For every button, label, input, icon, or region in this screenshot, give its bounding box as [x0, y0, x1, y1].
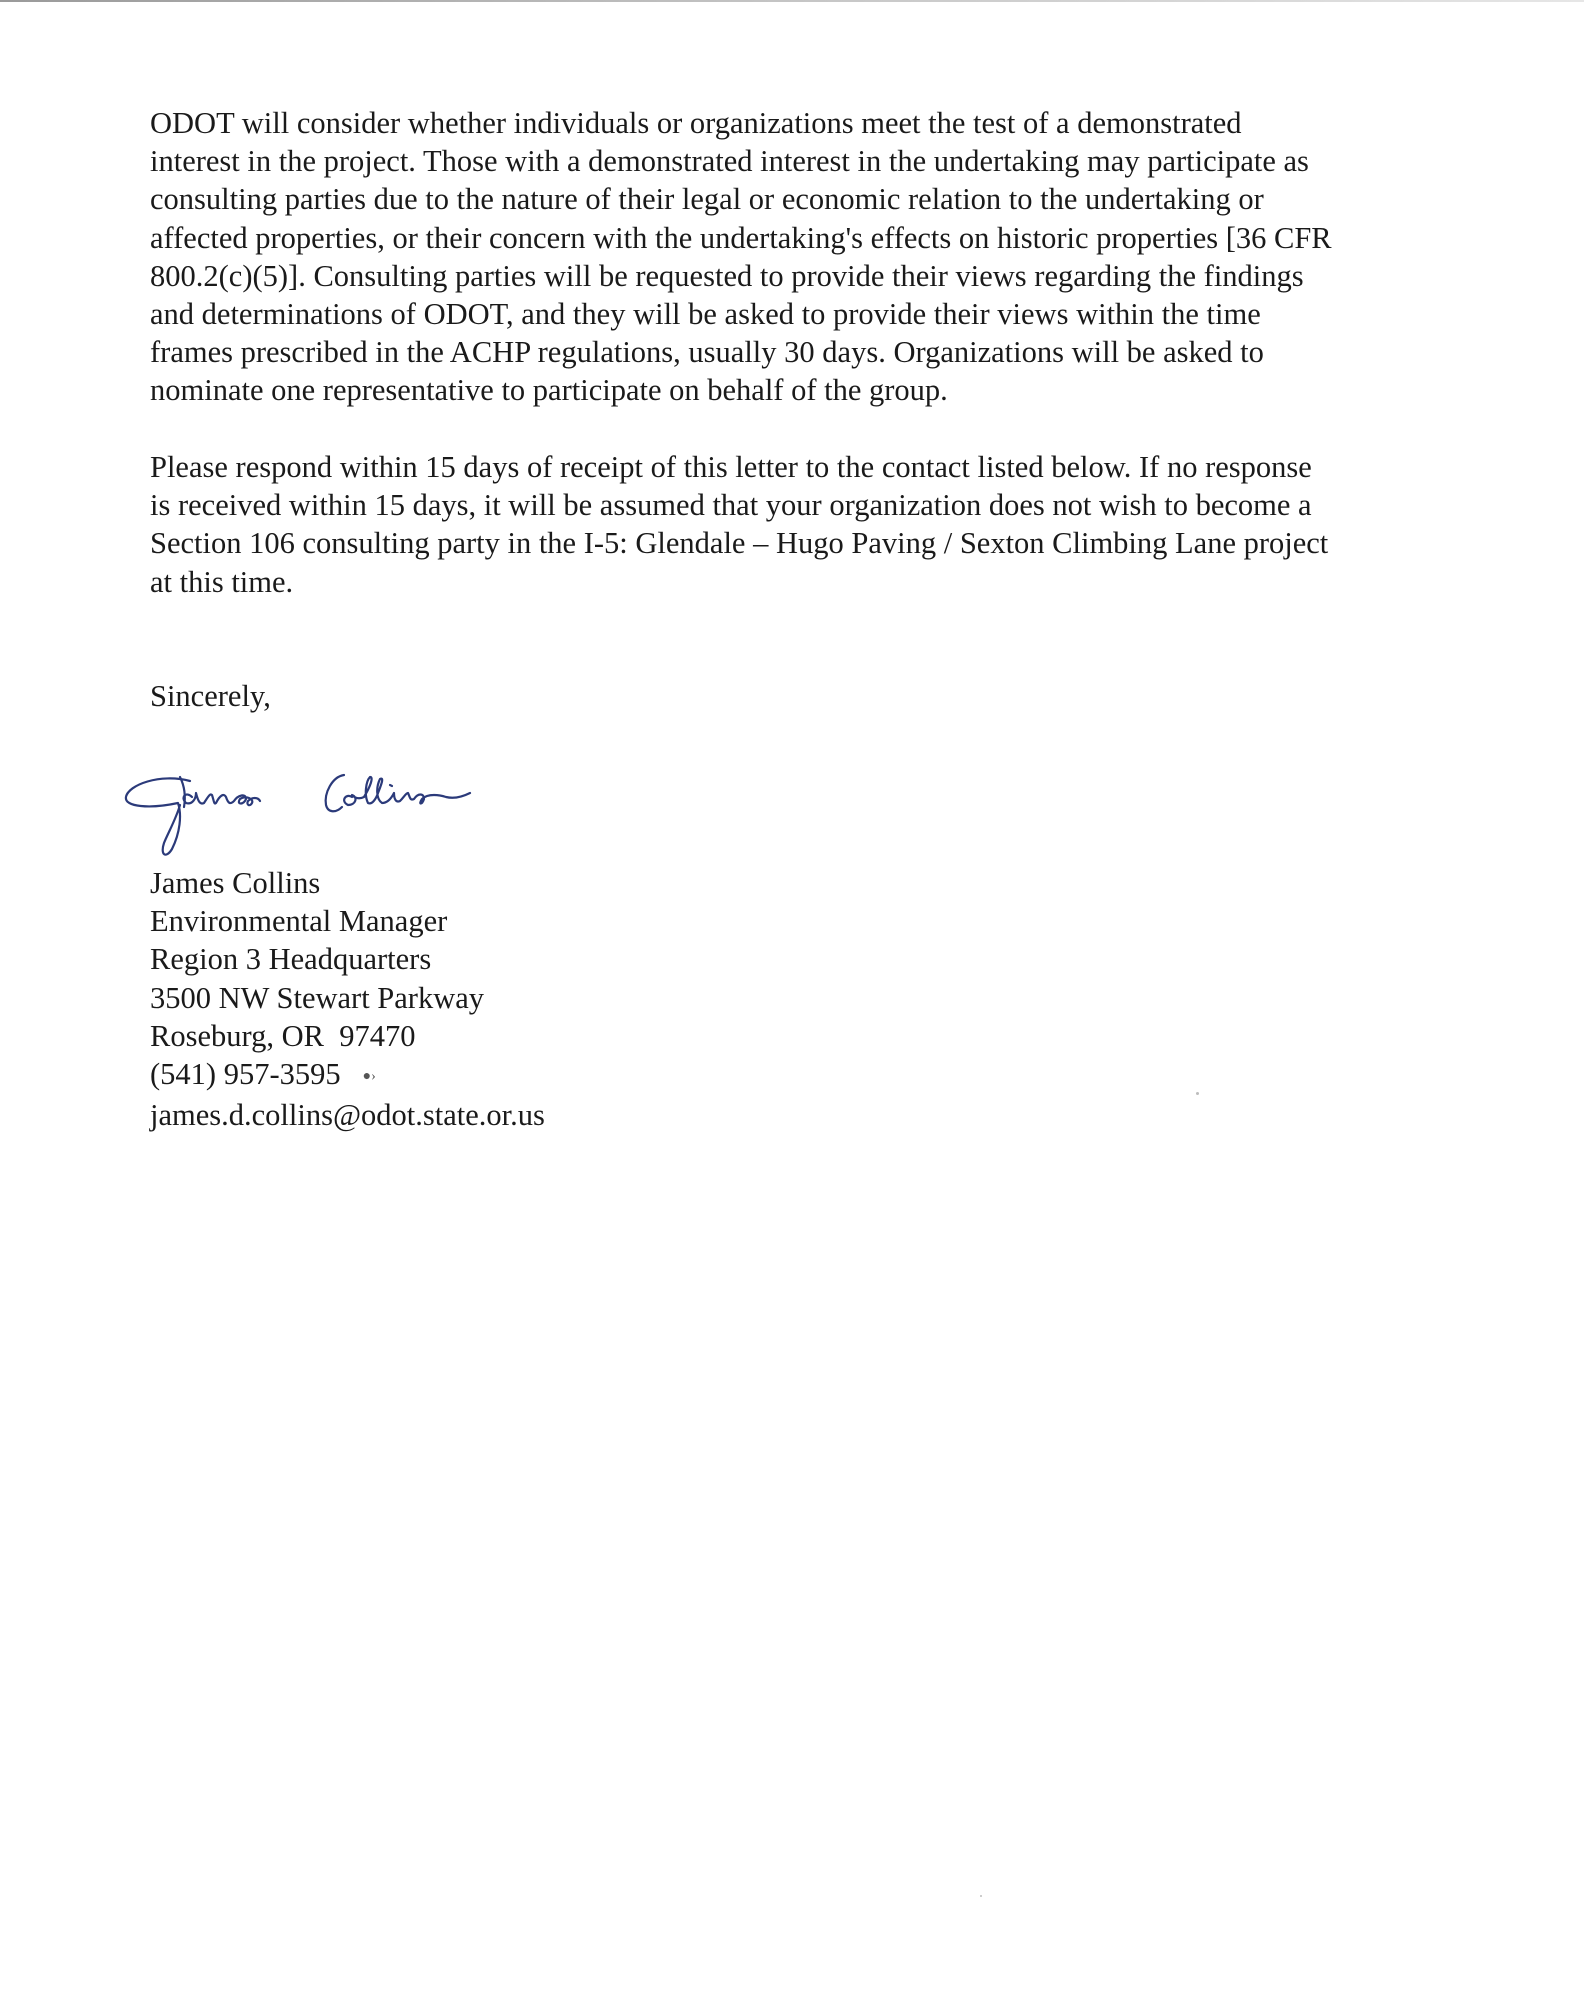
paragraph-consulting-parties	[150, 104, 1332, 410]
signer-city-state-zip: Roseburg, OR 97470	[150, 1018, 416, 1053]
scan-speck	[1196, 1092, 1199, 1095]
paragraph-line: and determinations of ODOT, and they will be asked to provide their views within the time	[150, 297, 1261, 332]
paragraph-line: is received within 15 days, it will be assumed that your organization does not wish to become a	[150, 488, 1312, 523]
signer-title: Environmental Manager	[150, 904, 448, 939]
paragraph-line: at this time.	[150, 564, 294, 599]
scan-speck	[980, 1895, 982, 1897]
signer-phone-line	[150, 1055, 545, 1096]
signature-block	[150, 864, 545, 1134]
phone-mark-icon: ●›	[362, 1068, 376, 1084]
paragraph-line: nominate one representative to participate on behalf of the group.	[150, 373, 948, 408]
paragraph-line: ODOT will consider whether individuals or organizations meet the test of a demonstrated	[150, 106, 1242, 140]
paragraph-line: Section 106 consulting party in the I-5: Glendale – Hugo Paving / Sexton Climbing Lane project	[150, 526, 1329, 561]
handwritten-signature	[120, 763, 600, 872]
closing-salutation: Sincerely,	[150, 679, 271, 713]
scan-top-edge	[0, 0, 1584, 2]
paragraph-line: affected properties, or their concern with the undertaking's effects on historic properties [36 CFR	[150, 220, 1332, 255]
signer-email: james.d.collins@odot.state.or.us	[150, 1098, 545, 1133]
paragraph-line: 800.2(c)(5)]. Consulting parties will be requested to provide their views regarding the findings	[150, 258, 1304, 293]
signer-phone: (541) 957-3595	[150, 1057, 341, 1092]
paragraph-line: Please respond within 15 days of receipt of this letter to the contact listed below. If no response	[150, 450, 1312, 484]
paragraph-response-request	[150, 448, 1328, 601]
signer-street: 3500 NW Stewart Parkway	[150, 980, 485, 1015]
signer-office: Region 3 Headquarters	[150, 942, 432, 977]
paragraph-line: consulting parties due to the nature of their legal or economic relation to the undertaking or	[150, 182, 1264, 217]
signer-name: James Collins	[150, 866, 321, 900]
paragraph-line: frames prescribed in the ACHP regulations, usually 30 days. Organizations will be asked to	[150, 335, 1264, 370]
paragraph-line: interest in the project. Those with a demonstrated interest in the undertaking may participate as	[150, 144, 1309, 179]
signature-image	[120, 763, 600, 863]
